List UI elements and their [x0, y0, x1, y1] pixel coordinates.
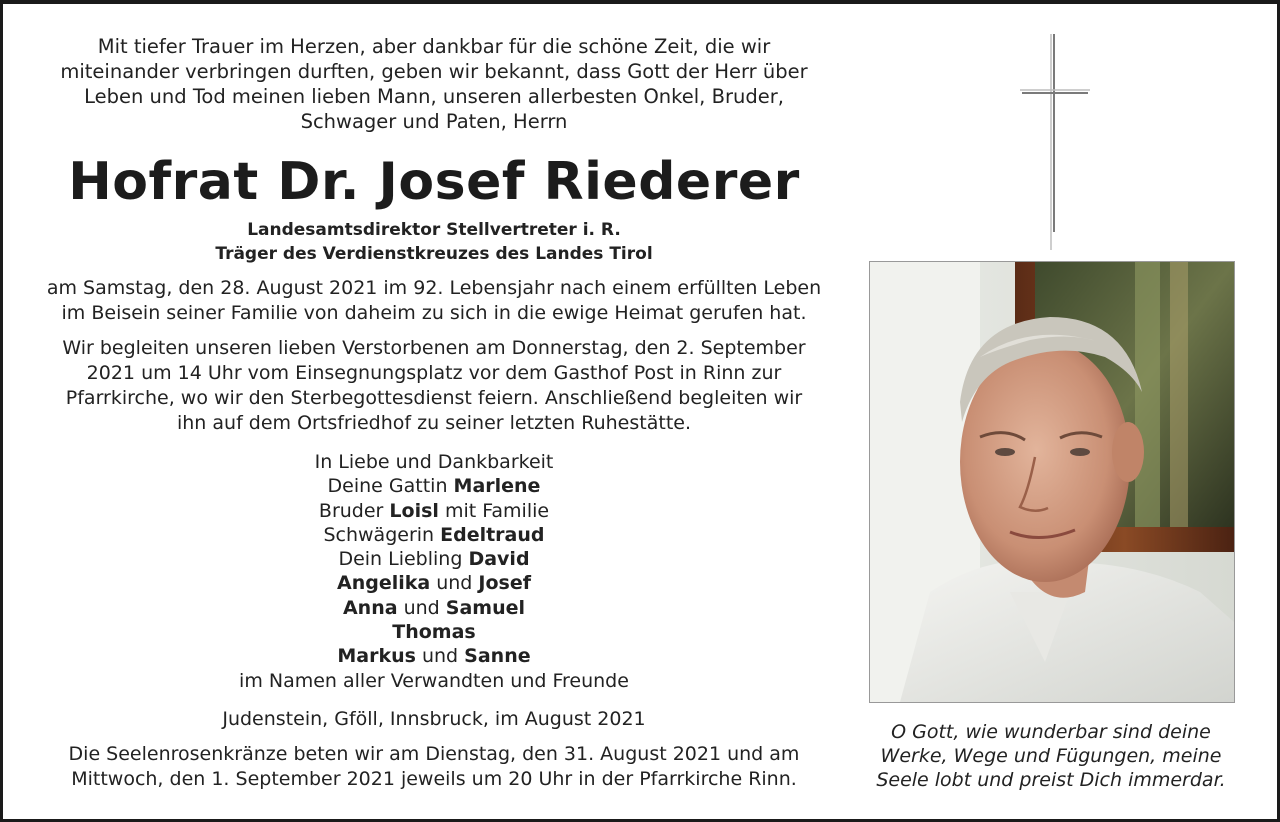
mourner-relation: Deine Gattin — [327, 475, 454, 498]
intro-paragraph — [43, 34, 825, 134]
funeral-line: ihn auf dem Ortsfriedhof zu seiner letzten Ruhestätte. — [176, 412, 691, 434]
mourner-name: David — [468, 548, 530, 571]
funeral-line: Pfarrkirche, wo wir den Sterbegottesdienst feiern. Anschließend begleiten wir — [65, 387, 803, 409]
mourner-name: Marlene — [453, 475, 541, 498]
conjunction: und — [415, 645, 465, 668]
mourner-name: Edeltraud — [440, 523, 545, 546]
mourner-name: Loisl — [389, 499, 439, 522]
mourner-name: Angelika — [336, 572, 431, 595]
intro-line: Schwager und Paten, Herrn — [300, 110, 568, 133]
mourner-name: Samuel — [445, 596, 526, 619]
deceased-name: Hofrat Dr. Josef Riederer — [68, 152, 800, 212]
place-and-date: Judenstein, Gföll, Innsbruck, im August 2021 — [222, 707, 646, 730]
funeral-line: 2021 um 14 Uhr vom Einsegnungsplatz vor dem Gasthof Post in Rinn zur — [86, 362, 782, 384]
portrait-photo — [869, 261, 1235, 703]
mourner-relation: Bruder — [318, 499, 390, 522]
quote-line: Seele lobt und preist Dich immerdar. — [876, 769, 1226, 791]
mourner-name: Josef — [478, 572, 532, 595]
notice-line: im Beisein seiner Familie von daheim zu sich in die ewige Heimat gerufen hat. — [61, 302, 807, 324]
mourner-brother — [43, 499, 825, 523]
mourner-favorite — [43, 547, 825, 571]
mourner-wife — [43, 474, 825, 498]
mourner-relation: Schwägerin — [323, 523, 441, 546]
mourner-name: Sanne — [464, 645, 531, 668]
mourner-pair — [43, 596, 825, 620]
honorific-titles — [43, 218, 825, 266]
rosary-line: Mittwoch, den 1. September 2021 jeweils um 20 Uhr in der Pfarrkirche Rinn. — [71, 767, 797, 790]
intro-line: miteinander verbringen durften, geben wir bekannt, dass Gott der Herr über — [60, 60, 808, 83]
mourners-opening: In Liebe und Dankbarkeit — [314, 451, 554, 473]
conjunction: und — [397, 596, 446, 619]
funeral-line: Wir begleiten unseren lieben Verstorbenen am Donnerstag, den 2. September — [62, 337, 806, 359]
mourner-name: Thomas — [392, 621, 476, 644]
mourners-list — [43, 450, 825, 693]
mourners-closing: im Namen aller Verwandten und Freunde — [239, 669, 629, 692]
quote-line: Werke, Wege und Fügungen, meine — [880, 745, 1222, 767]
intro-line: Mit tiefer Trauer im Herzen, aber dankbar für die schöne Zeit, die wir — [97, 35, 771, 58]
mourner-relation: Dein Liebling — [338, 548, 469, 571]
cross-icon — [1018, 32, 1092, 254]
mourner-pair — [43, 571, 825, 595]
mourner-sister-in-law — [43, 523, 825, 547]
quote-line: O Gott, wie wunderbar sind deine — [891, 721, 1211, 743]
conjunction: und — [430, 572, 479, 595]
funeral-details — [43, 336, 825, 436]
mourner-name: Anna — [342, 596, 398, 619]
death-notice — [43, 276, 825, 326]
title-line: Landesamtsdirektor Stellvertreter i. R. — [247, 220, 621, 240]
notice-line: am Samstag, den 28. August 2021 im 92. Lebensjahr nach einem erfüllten Leben — [46, 277, 822, 299]
scripture-quote — [851, 720, 1251, 792]
mourner-pair — [43, 644, 825, 668]
mourner-single — [43, 620, 825, 644]
rosary-notice — [43, 742, 825, 792]
mourner-suffix: mit Familie — [438, 499, 550, 522]
title-line: Träger des Verdienstkreuzes des Landes Tirol — [215, 244, 653, 264]
obituary-text-column — [43, 34, 825, 792]
mourner-name: Markus — [337, 645, 416, 668]
rosary-line: Die Seelenrosenkränze beten wir am Dienstag, den 31. August 2021 und am — [68, 742, 800, 765]
intro-line: Leben und Tod meinen lieben Mann, unseren allerbesten Onkel, Bruder, — [84, 85, 784, 108]
